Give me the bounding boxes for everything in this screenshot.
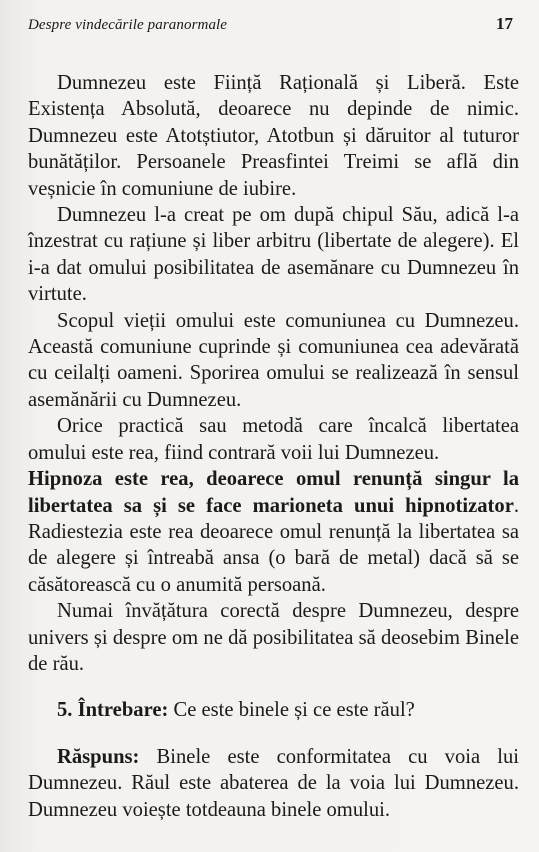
answer-text: Binele este conformitatea cu voia lui Dumnezeu. Răul este abaterea de la voia lui Dumnezeu. Dumnezeu voiește totdeauna binele omului.: [28, 745, 519, 821]
question-label: 5. Întrebare:: [57, 699, 169, 722]
answer-label: Răspuns:: [57, 745, 140, 768]
body-text: [28, 70, 519, 823]
paragraph-3: [28, 308, 519, 414]
running-title: Despre vindecările paranormale: [28, 17, 228, 33]
paragraph-5: [28, 466, 519, 598]
hypnosis-bold-statement: Hipnoza este rea, deoarece omul renunță singur la libertatea sa și se face marioneta unui hipnotizator: [28, 468, 519, 517]
paragraph-2-text: Dumnezeu l-a creat pe om după chipul Său, adică l-a înzestrat cu rațiune și liber arbitru (libertate de alegere). El i-a dat omului posibilitatea de asemănare cu Dumnezeu în virtute.: [28, 204, 519, 306]
question-5: [28, 697, 519, 723]
paragraph-6-text: Numai învățătura corectă despre Dumnezeu, despre univers și despre om ne dă posibilitatea să deosebim Binele de rău.: [28, 600, 519, 675]
paragraph-3-text: Scopul vieții omului este comuniunea cu Dumnezeu. Această comuniune cuprinde și comuniunea cea adevărată cu ceilalți oameni. Sporirea omului se realizează în sensul asemănării cu Dumnezeu.: [28, 309, 519, 411]
page-number: 17: [496, 14, 513, 33]
paragraph-4-text: Orice practică sau metodă care încalcă libertatea omului este rea, fiind contrară voii lui Dumnezeu.: [28, 415, 519, 464]
paragraph-4: [28, 413, 519, 466]
paragraph-1: [28, 70, 519, 202]
page-header: [28, 14, 513, 34]
paragraph-5-text: . Radiestezia este rea deoarece omul renunță la libertatea sa de alegere și întreabă ansa (o bară de metal) dacă să se căsătorească cu o anumită persoană.: [28, 494, 519, 596]
answer-5: [28, 744, 519, 823]
paragraph-2: [28, 202, 519, 308]
paragraph-1-text: Dumnezeu este Ființă Rațională și Liberă. Este Existența Absolută, deoarece nu depinde de nimic. Dumnezeu este Atotștiutor, Atotbun și dăruitor al tuturor bunătăților. Persoanele Preasfintei Treimi se află din veșnicie în comuniune de iubire.: [28, 72, 519, 200]
question-text: Ce este binele și ce este răul?: [168, 699, 415, 722]
paragraph-6: [28, 598, 519, 677]
